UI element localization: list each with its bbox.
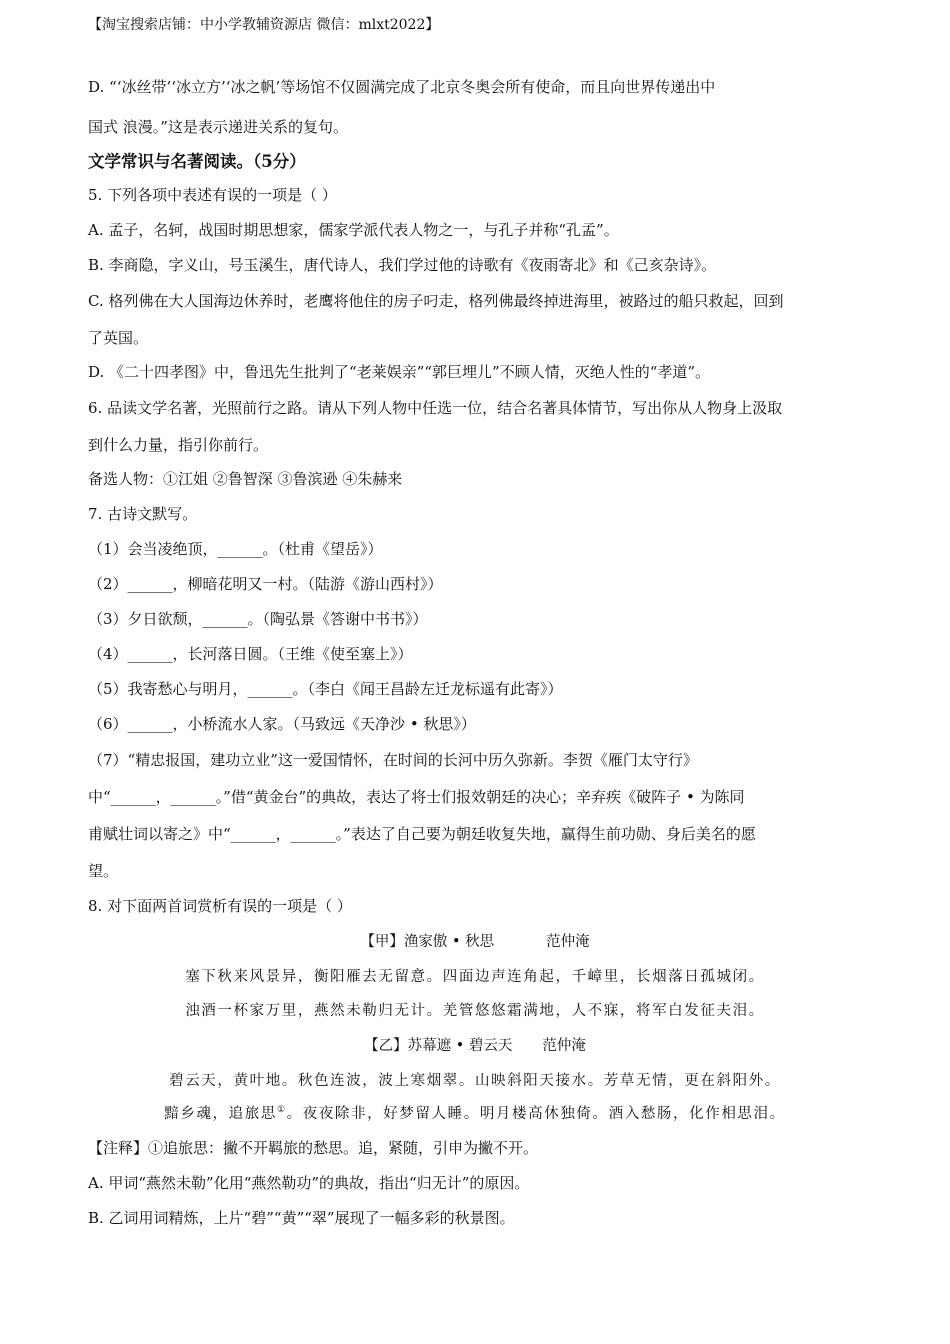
q4-option-d-line2: 国式 浪漫。”这是表示递进关系的复句。 — [88, 118, 348, 136]
poem-b-line-1: 碧云天，黄叶地。秋色连波，波上寒烟翠。山映斜阳天接水。芳草无情，更在斜阳外。 — [169, 1073, 781, 1089]
q7-item-1: （1）会当凌绝顶，______。（杜甫《望岳》） — [88, 540, 383, 558]
q5-option-a: A. 孟子，名轲，战国时期思想家，儒家学派代表人物之一，与孔子并称“孔孟”。 — [88, 221, 619, 239]
poem-b-author: 范仲淹 — [542, 1038, 586, 1054]
q6-line2: 到什么力量，指引你前行。 — [88, 436, 269, 454]
footnote-marker: ① — [276, 1105, 287, 1116]
q5-option-b: B. 李商隐，字义山，号玉溪生，唐代诗人，我们学过他的诗歌有《夜雨寄北》和《己亥杂诗》。 — [88, 256, 717, 274]
q8-option-b: B. 乙词用词精炼，上片“碧”“黄”“翠”展现了一幅多彩的秋景图。 — [88, 1209, 515, 1227]
q7-item-7-line3: 甫赋壮词以寄之》中“______，______。”表达了自己要为朝廷收复失地，赢得生前功勋、身后美名的愿 — [88, 825, 756, 843]
q5-option-c-line1: C. 格列佛在大人国海边休养时，老鹰将他住的房子叼走，格列佛最终掉进海里，被路过的船只救起，回到 — [88, 292, 784, 310]
poem-b-line-2-post: 。夜夜除非，好梦留人睡。明月楼高休独倚。酒入愁肠，化作相思泪。 — [286, 1106, 786, 1122]
q7-item-7-line2: 中“______，______。”借“黄金台”的典故，表达了将士们报效朝廷的决心；辛弃疾《破阵子 • 为陈同 — [88, 788, 745, 806]
q5-stem: 5. 下列各项中表述有误的一项是（ ） — [88, 186, 337, 204]
section-title: 文学常识与名著阅读。（5分） — [88, 152, 306, 171]
poem-a-line-1: 塞下秋来风景异，衡阳雁去无留意。四面边声连角起，千嶂里，长烟落日孤城闭。 — [185, 969, 765, 985]
page-header: 【淘宝搜索店铺：中小学教辅资源店 微信：mlxt2022】 — [88, 17, 440, 33]
poem-a-line-2: 浊酒一杯家万里，燕然未勒归无计。羌管悠悠霜满地，人不寐，将军白发征夫泪。 — [185, 1003, 765, 1019]
poem-b-line-2 — [0, 1102, 950, 1123]
q7-item-7-line1: （7）“精忠报国，建功立业”这一爱国情怀，在时间的长河中历久弥新。李贺《雁门太守行》 — [88, 751, 698, 769]
q7-item-6: （6）______，小桥流水人家。（马致远《天净沙 • 秋思》） — [88, 715, 476, 733]
q7-item-5: （5）我寄愁心与明月，______。（李白《闻王昌龄左迁龙标遥有此寄》） — [88, 680, 563, 698]
poem-a-author: 范仲淹 — [546, 934, 590, 950]
poem-b-heading — [0, 1034, 950, 1055]
q8-stem: 8. 对下面两首词赏析有误的一项是（ ） — [88, 897, 352, 915]
poem-a-title: 【甲】渔家傲 • 秋思 — [360, 934, 495, 950]
q6-line1: 6. 品读文学名著，光照前行之路。请从下列人物中任选一位，结合名著具体情节，写出你从人物身上汲取 — [88, 399, 783, 417]
poem-b-title: 【乙】苏幕遮 • 碧云天 — [364, 1038, 513, 1054]
q6-candidates: 备选人物：①江姐 ②鲁智深 ③鲁滨逊 ④朱赫来 — [88, 470, 403, 488]
q8-annotation: 【注释】①追旅思：撇不开羁旅的愁思。追，紧随，引申为撇不开。 — [88, 1139, 539, 1157]
q7-item-7-line4: 望。 — [88, 862, 119, 880]
q4-option-d-line1: D. “‘冰丝带’‘冰立方’‘冰之帆’等场馆不仅圆满完成了北京冬奥会所有使命，而且向世界传递出中 — [88, 78, 716, 96]
q7-item-2: （2）______，柳暗花明又一村。（陆游《游山西村》） — [88, 575, 443, 593]
q7-item-4: （4）______，长河落日圆。（王维《使至塞上》） — [88, 645, 413, 663]
q7-stem: 7. 古诗文默写。 — [88, 505, 198, 523]
q8-option-a: A. 甲词“燕然未勒”化用“燕然勒功”的典故，指出“归无计”的原因。 — [88, 1174, 530, 1192]
q5-option-c-line2: 了英国。 — [88, 329, 149, 347]
q5-option-d: D. 《二十四孝图》中，鲁迅先生批判了“老莱娱亲”“郭巨埋儿”不顾人情，灭绝人性的“孝道”。 — [88, 363, 711, 381]
poem-b-line-2-pre: 黯乡魂，追旅思 — [164, 1106, 277, 1122]
poem-a-heading — [0, 930, 950, 951]
q7-item-3: （3）夕日欲颓，______。（陶弘景《答谢中书书》） — [88, 610, 428, 628]
